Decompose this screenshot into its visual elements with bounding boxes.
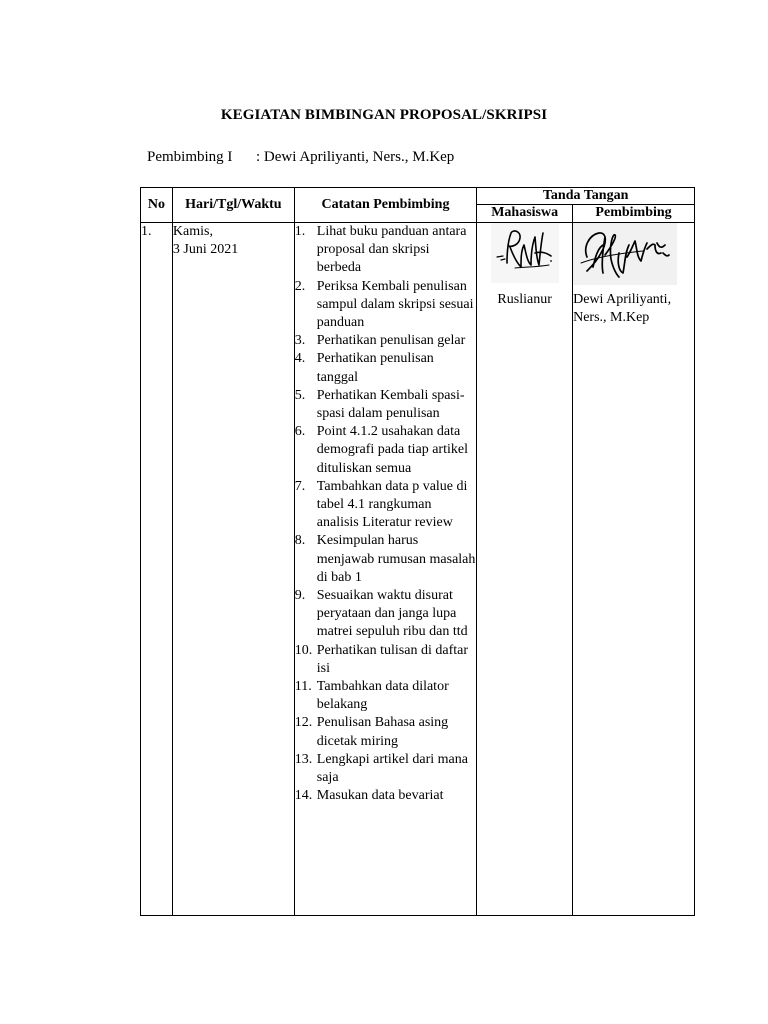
student-name: Ruslianur xyxy=(497,292,552,307)
note-text: Point 4.1.2 usahakan data demografi pada tiap artikel dituliskan semua xyxy=(316,424,468,476)
note-item xyxy=(295,587,476,642)
note-text: Perhatikan tulisan di daftar isi xyxy=(316,642,468,676)
note-item xyxy=(295,423,476,478)
header-supervisor: Pembimbing xyxy=(573,204,695,222)
note-number: 10. xyxy=(294,642,313,658)
guidance-table xyxy=(140,187,695,916)
row-notes-cell xyxy=(294,223,476,916)
note-item xyxy=(295,678,476,714)
student-signature-cell xyxy=(477,223,573,916)
student-signature-image xyxy=(491,223,559,283)
note-number: 1. xyxy=(294,224,306,239)
table-row xyxy=(141,223,695,916)
note-text: Penulisan Bahasa asing dicetak miring xyxy=(316,715,449,749)
header-signature: Tanda Tangan xyxy=(477,188,695,205)
note-number: 12. xyxy=(294,715,313,731)
note-item xyxy=(295,350,476,386)
note-item xyxy=(295,642,476,678)
header-notes: Catatan Pembimbing xyxy=(294,188,476,223)
supervisor-line xyxy=(147,149,454,166)
header-no: No xyxy=(141,188,173,223)
note-text: Perhatikan Kembali spasi-spasi dalam penulisan xyxy=(316,387,465,422)
note-item xyxy=(295,332,476,350)
note-text: Periksa Kembali penulisan sampul dalam skripsi sesuai panduan xyxy=(316,278,474,331)
note-text: Kesimpulan harus menjawab rumusan masalah di bab 1 xyxy=(316,533,476,585)
note-text: Masukan data bevariat xyxy=(316,788,444,804)
row-date: 3 Juni 2021 xyxy=(172,242,239,258)
document-title: KEGIATAN BIMBINGAN PROPOSAL/SKRIPSI xyxy=(220,107,548,123)
note-item xyxy=(295,478,476,533)
row-number: 1. xyxy=(141,223,173,916)
note-number: 5. xyxy=(294,387,306,403)
note-item xyxy=(295,223,476,278)
supervisor-signature-cell xyxy=(573,223,695,916)
note-item xyxy=(295,387,476,423)
note-number: 9. xyxy=(294,588,306,604)
note-number: 2. xyxy=(294,278,306,294)
supervisor-value: : Dewi Apriliyanti, Ners., M.Kep xyxy=(256,149,455,165)
row-date-cell xyxy=(172,223,294,916)
note-number: 7. xyxy=(294,478,306,494)
note-item xyxy=(295,532,476,587)
row-day: Kamis, xyxy=(172,224,213,239)
note-item xyxy=(295,278,476,333)
note-item xyxy=(295,787,476,805)
note-number: 11. xyxy=(294,679,312,695)
header-date: Hari/Tgl/Waktu xyxy=(172,188,294,223)
supervisor-label: Pembimbing I xyxy=(147,149,233,165)
header-student: Mahasiswa xyxy=(477,204,573,222)
note-text: Lihat buku panduan antara proposal dan skripsi berbeda xyxy=(316,224,467,276)
note-text: Tambahkan data p value di tabel 4.1 rangkuman analisis Literatur review xyxy=(316,478,468,531)
note-text: Perhatikan penulisan tanggal xyxy=(316,351,434,385)
note-number: 13. xyxy=(294,751,313,767)
note-number: 3. xyxy=(294,333,306,349)
note-text: Perhatikan penulisan gelar xyxy=(316,333,466,349)
note-item xyxy=(295,751,476,787)
note-number: 8. xyxy=(294,533,306,549)
supervisor-signature-image xyxy=(573,223,677,285)
note-number: 6. xyxy=(294,424,306,440)
note-item xyxy=(295,714,476,750)
note-text: Sesuaikan waktu disurat peryataan dan janga lupa matrei sepuluh ribu dan ttd xyxy=(316,588,468,640)
note-text: Lengkapi artikel dari mana saja xyxy=(316,751,468,786)
notes-list xyxy=(295,223,476,806)
note-text: Tambahkan data dilator belakang xyxy=(316,679,449,713)
note-number: 4. xyxy=(294,351,306,367)
note-number: 14. xyxy=(294,788,313,804)
supervisor-name: Dewi Apriliyanti, Ners., M.Kep xyxy=(573,292,672,326)
